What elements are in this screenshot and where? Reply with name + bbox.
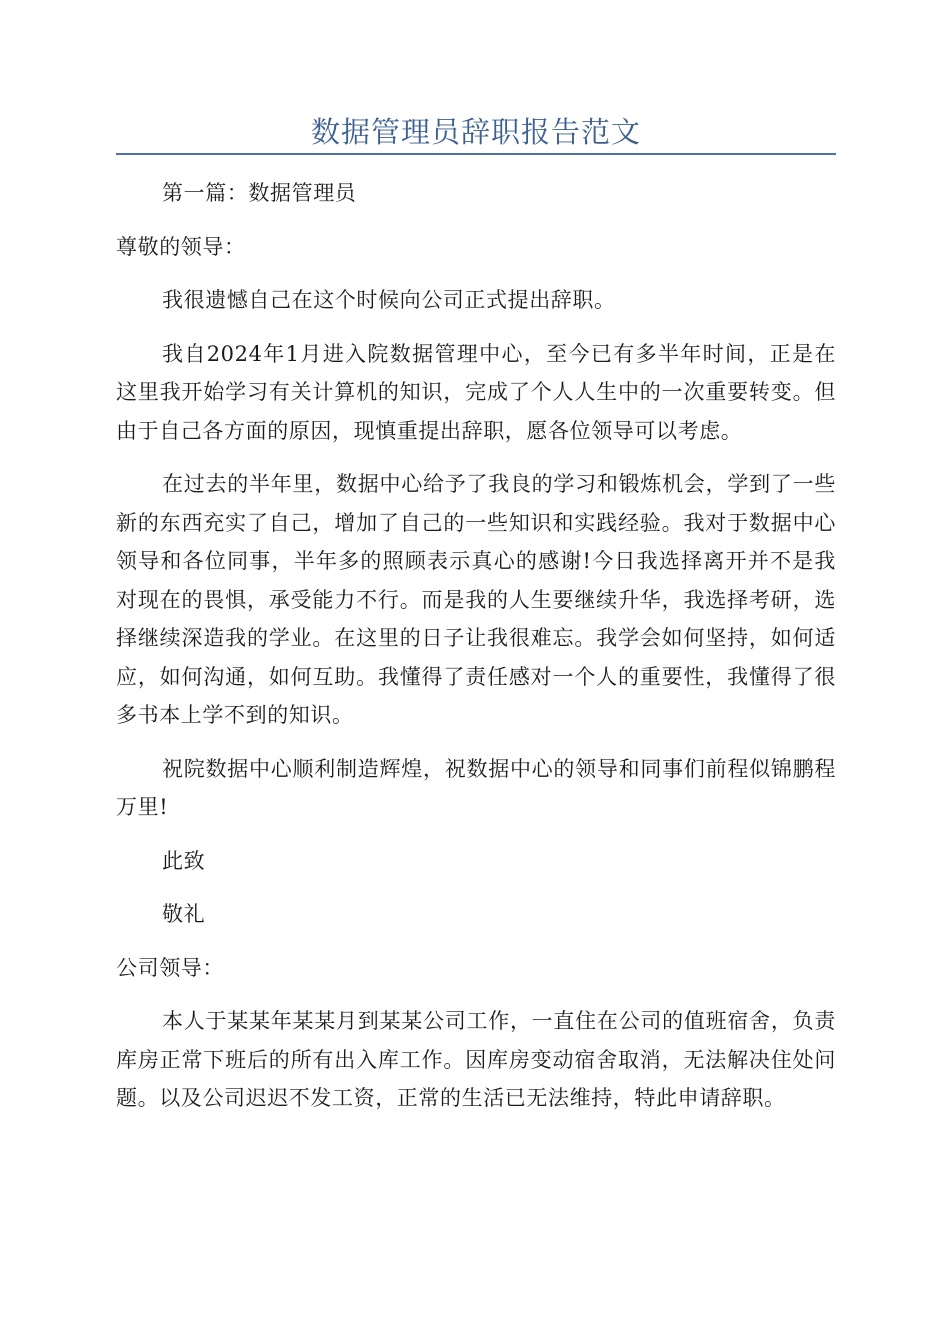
closing-line: 此致 <box>162 848 206 873</box>
closing-line: 敬礼 <box>162 902 206 926</box>
paragraph: 我自2024年1月进入院数据管理中心，至今已有多半年时间，正是在这里我开始学习有关计算机的知识，完成了个人人生中的一次重要转变。但由于自己各方面的原因，现慎重提出辞职，愿各位领导可以考虑。 <box>116 341 836 443</box>
salutation: 公司领导： <box>116 955 224 980</box>
section-heading: 第一篇：数据管理员 <box>162 181 357 205</box>
paragraph: 本人于某某年某某月到某某公司工作，一直住在公司的值班宿舍，负责库房正常下班后的所有出入库工作。因库房变动宿舍取消，无法解决住处问题。以及公司迟迟不发工资，正常的生活已无法维持，特此申请辞职。 <box>116 1009 836 1110</box>
paragraph: 祝院数据中心顺利制造辉煌，祝数据中心的领导和同事们前程似锦鹏程万里! <box>116 756 836 819</box>
document-title: 数据管理员辞职报告范文 <box>310 115 641 149</box>
salutation: 尊敬的领导： <box>116 234 246 259</box>
title-underline <box>116 153 836 155</box>
paragraph: 我很遗憾自己在这个时候向公司正式提出辞职。 <box>162 288 616 312</box>
paragraph: 在过去的半年里，数据中心给予了我良的学习和锻炼机会，学到了一些新的东西充实了自己，增加了自己的一些知识和实践经验。我对于数据中心领导和各位同事，半年多的照顾表示真心的感谢!今日我选择离开并不是我对现在的畏惧，承受能力不行。而是我的人生要继续升华，我选择考研，选择继续深造我的学业。在这里的日子让我很难忘。我学会如何坚持，如何适应，如何沟通，如何互助。我懂得了责任感对一个人的重要性，我懂得了很多书本上学不到的知识。 <box>116 472 836 727</box>
document-body <box>116 174 836 1133</box>
